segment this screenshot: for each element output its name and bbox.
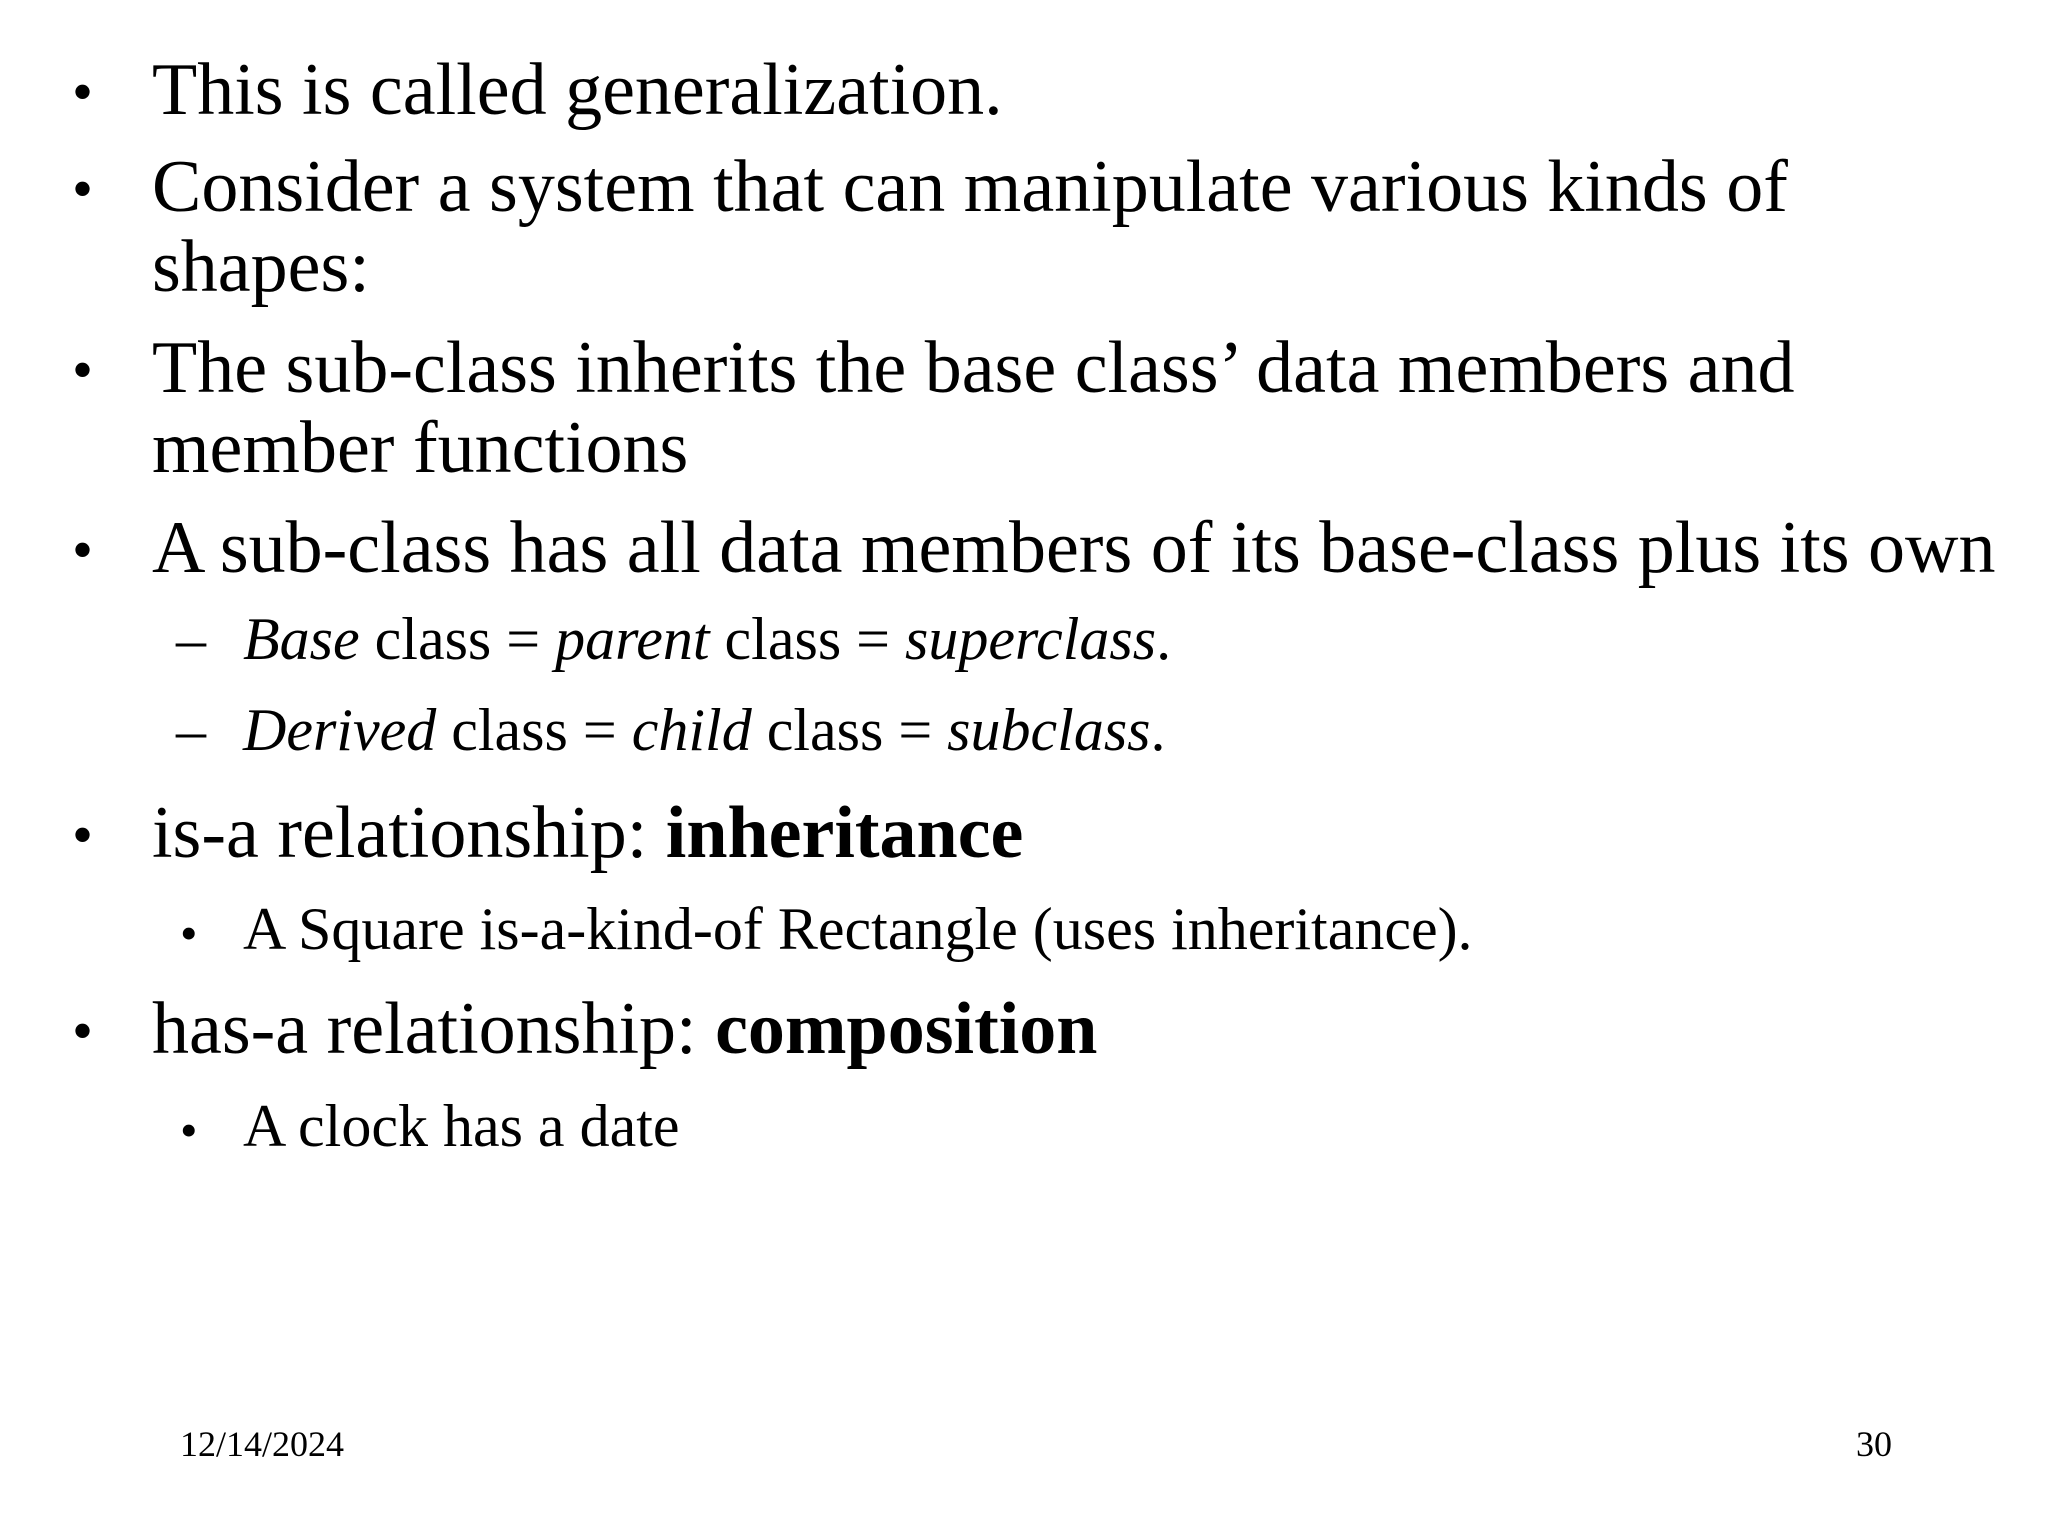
dash-marker: –: [176, 697, 206, 763]
bullet-marker: •: [72, 59, 94, 125]
bullet-3-line-1: The sub-class inherits the base class’ data members and: [152, 327, 1795, 409]
bullet-2-line-2: shapes:: [152, 226, 370, 308]
page-number: 30: [1856, 1424, 1892, 1464]
bullet-marker: •: [72, 156, 94, 222]
bullet-4-text: A sub-class has all data members of its base-class plus its own: [152, 507, 1996, 589]
bullet-marker: •: [72, 337, 94, 403]
bullet-has-a: has-a relationship: composition: [152, 988, 1098, 1070]
sub-bullet-marker: •: [180, 1102, 198, 1158]
bullet-marker: •: [72, 998, 94, 1064]
bullet-1-text: This is called generalization.: [152, 49, 1003, 131]
dash-marker: –: [176, 606, 206, 672]
bullet-2-line-1: Consider a system that can manipulate various kinds of: [152, 146, 1788, 228]
subitem-derived-class: Derived class = child class = subclass.: [243, 697, 1166, 763]
bullet-is-a: is-a relationship: inheritance: [152, 792, 1024, 874]
sub-bullet-marker: •: [180, 905, 198, 961]
subitem-clock: A clock has a date: [243, 1093, 680, 1159]
footer-date: 12/14/2024: [180, 1424, 345, 1464]
bullet-marker: •: [72, 802, 94, 868]
subitem-square: A Square is-a-kind-of Rectangle (uses inheritance).: [243, 896, 1473, 962]
bullet-marker: •: [72, 517, 94, 583]
subitem-base-class: Base class = parent class = superclass.: [243, 606, 1172, 672]
bullet-3-line-2: member functions: [152, 407, 689, 489]
